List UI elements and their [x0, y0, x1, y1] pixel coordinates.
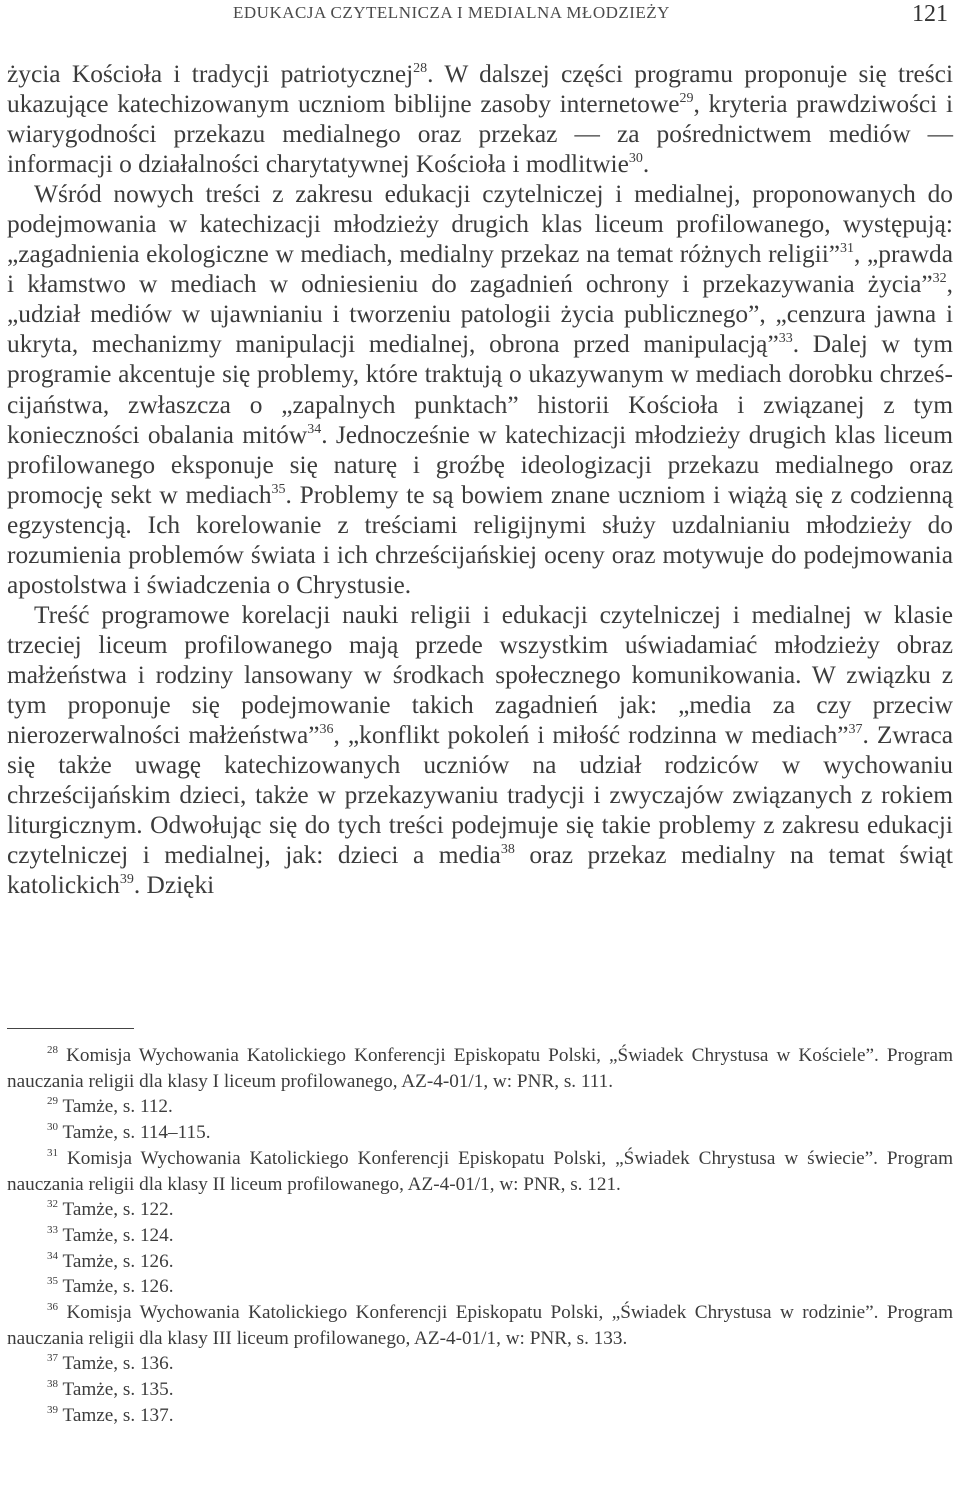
footnote-number: 37 — [47, 1352, 58, 1365]
paragraph-text: życia Kościoła i tradycji patriotycznej — [7, 60, 414, 88]
footnote-ref: 34 — [307, 421, 322, 437]
footnote-ref: 37 — [848, 722, 863, 738]
footnote — [7, 1043, 953, 1094]
footnote-ref: 32 — [932, 271, 947, 287]
footnote — [7, 1249, 953, 1275]
paragraph-text: . — [642, 150, 650, 179]
footnote-number: 38 — [47, 1378, 58, 1391]
footnote-text: Tamże, s. 126. — [62, 1276, 174, 1298]
body-paragraph — [7, 600, 953, 900]
footnote-text: Tamże, s. 135. — [62, 1379, 174, 1401]
footnote-text: Komisja Wychowania Katolickiego Konferencji Episkopatu Polski, „Świadek Chrystusa w rodzinie”. Program nauczania religii dla klasy III liceum profilowanego, AZ-4-01/1, w: PNR, s. 133. — [7, 1302, 953, 1349]
footnote — [7, 1223, 953, 1249]
page-header — [233, 3, 948, 33]
footnote-text: Tamże, s. 124. — [62, 1224, 174, 1246]
footnote-text: Tamże, s. 122. — [62, 1199, 174, 1221]
footnote-separator — [7, 1028, 134, 1029]
footnote-ref: 36 — [319, 722, 334, 738]
paragraph-text: , „konflikt pokoleń i miłość rodzinna w mediach” — [333, 721, 849, 750]
footnote-number: 31 — [47, 1146, 58, 1159]
footnote-ref: 30 — [628, 151, 643, 167]
paragraph-text: Treść programowe korelacji nauki religii i edukacji czytelniczej i medialnej w klasie trzeciej liceum profilowanego mają przede wszystkim uświadamiać młodzieży obraz małżeństwa i rodziny lansowany w środkach społecznego komunikowania. W związku z tym proponuje się podejmowanie takich zagadnień jak: „media za czy przeciw nierozerwalności małżeństwa” — [7, 600, 953, 750]
footnote-number: 28 — [47, 1044, 58, 1056]
footnote-text: Tamze, s. 137. — [62, 1404, 174, 1426]
footnote-text: Tamże, s. 112. — [62, 1096, 173, 1118]
footnotes — [7, 1043, 953, 1429]
footnote — [7, 1146, 953, 1197]
footnote-ref: 33 — [778, 331, 793, 347]
footnote-number: 30 — [47, 1121, 58, 1134]
paragraph-text: oraz przekaz medialny na temat świąt katolickich — [7, 841, 953, 900]
footnote — [7, 1274, 953, 1300]
paragraph-text: . Dzięki — [133, 871, 215, 900]
footnote — [7, 1377, 953, 1403]
footnote-text: Komisja Wychowania Katolickiego Konferencji Episkopatu Polski, „Świadek Chrystusa w Kościele”. Program nauczania religii dla klasy I liceum profilowanego, AZ-4-01/1, w: PNR, s. 111. — [7, 1045, 953, 1092]
paragraph-text: . Dalej w tym programie akcentuje się problemy, które traktują o ukazywanym w mediach dorobku chrześcijaństwa, zwłaszcza o „zapalnych punktach” historii Kościoła i związanej z tym konieczności obalania mitów — [7, 330, 953, 449]
paragraph-text: , „udział mediów w ujawnianiu i tworzeniu patologii życia publicznego”, „cenzura jawna i ukryta, mechanizmy manipulacji medialnej, obrona przed manipulacją” — [7, 270, 953, 359]
footnote-number: 32 — [47, 1198, 58, 1211]
footnote-number: 34 — [47, 1249, 58, 1262]
running-title: EDUKACJA CZYTELNICZA I MEDIALNA MŁODZIEŻY — [233, 3, 670, 22]
footnote-ref: 38 — [500, 842, 515, 858]
paragraph-text: Wśród nowych treści z zakresu edukacji czytelniczej i medialnej, proponowanych do podejmowania w katechizacji młodzieży drugich klas liceum profilowanego, występują: „zagadnienia ekologiczne w mediach, medialny przekaz na temat różnych religii” — [7, 180, 953, 269]
footnote — [7, 1197, 953, 1223]
footnote-ref: 31 — [840, 241, 855, 257]
body-paragraph — [7, 179, 953, 600]
footnote-ref: 35 — [271, 481, 286, 497]
footnote-number: 39 — [47, 1403, 58, 1416]
footnote — [7, 1094, 953, 1120]
footnote — [7, 1300, 953, 1351]
body-paragraph — [7, 59, 953, 179]
paragraph-text: . Zwraca się także uwagę katechizowanych uczniów na udział rodziców w wychowaniu chrześcijańskim dzieci, także w przekazywaniu tradycji i zwyczajów związanych z rokiem liturgicznym. Odwołując się do tych treści podejmuje się takie problemy z zakresu edukacji czytelniczej i medialnej, jak: dzieci a media — [7, 721, 954, 870]
footnote — [7, 1120, 953, 1146]
footnote-ref: 29 — [679, 91, 694, 107]
paragraph-text: . Jednocześnie w katechizacji młodzieży drugich klas liceum profilowanego eksponuje się naturę i groźbę ideologizacji przekazu medialnego oraz promocję sekt w mediach — [7, 420, 953, 509]
main-text — [7, 59, 953, 900]
footnote-number: 29 — [47, 1095, 58, 1108]
paragraph-text: , kryteria prawdziwości i wiarygodności przekazu medialnego oraz przekaz — za pośrednictwem mediów — informacji o działalności charytatywnej Kościoła i modlitwie — [7, 90, 953, 179]
footnote-number: 33 — [47, 1223, 58, 1236]
footnote-number: 35 — [47, 1275, 58, 1288]
paragraph-text: . Problemy te są bowiem znane uczniom i wiążą się z codzienną egzystencją. Ich korelowanie z treściami religijnymi służy uzdalnianiu młodzieży do rozumienia problemów świata i ich chrześcijańskiej oceny oraz motywuje do podejmowania apostolstwa i świadczenia o Chrystusie. — [7, 480, 953, 599]
footnote-text: Tamże, s. 126. — [62, 1250, 174, 1272]
paragraph-text: , „prawda i kłamstwo w mediach w odniesieniu do zagadnień ochrony i przekazywania życia” — [7, 240, 953, 299]
footnote-ref: 28 — [413, 61, 428, 76]
paragraph-text: . W dalszej części programu proponuje się treści ukazujące katechizowanym uczniom biblijne zasoby internetowe — [7, 60, 954, 119]
footnote — [7, 1403, 953, 1429]
footnote-number: 36 — [47, 1301, 58, 1314]
footnote-text: Tamże, s. 114–115. — [62, 1122, 211, 1144]
footnote-ref: 39 — [119, 872, 134, 888]
footnote-text: Komisja Wychowania Katolickiego Konferencji Episkopatu Polski, „Świadek Chrystusa w świecie”. Program nauczania religii dla klasy II liceum profilowanego, AZ-4-01/1, w: PNR, s. 121. — [7, 1147, 953, 1195]
page-number: 121 — [912, 1, 948, 27]
footnote-text: Tamże, s. 136. — [62, 1353, 174, 1375]
footnote — [7, 1351, 953, 1377]
